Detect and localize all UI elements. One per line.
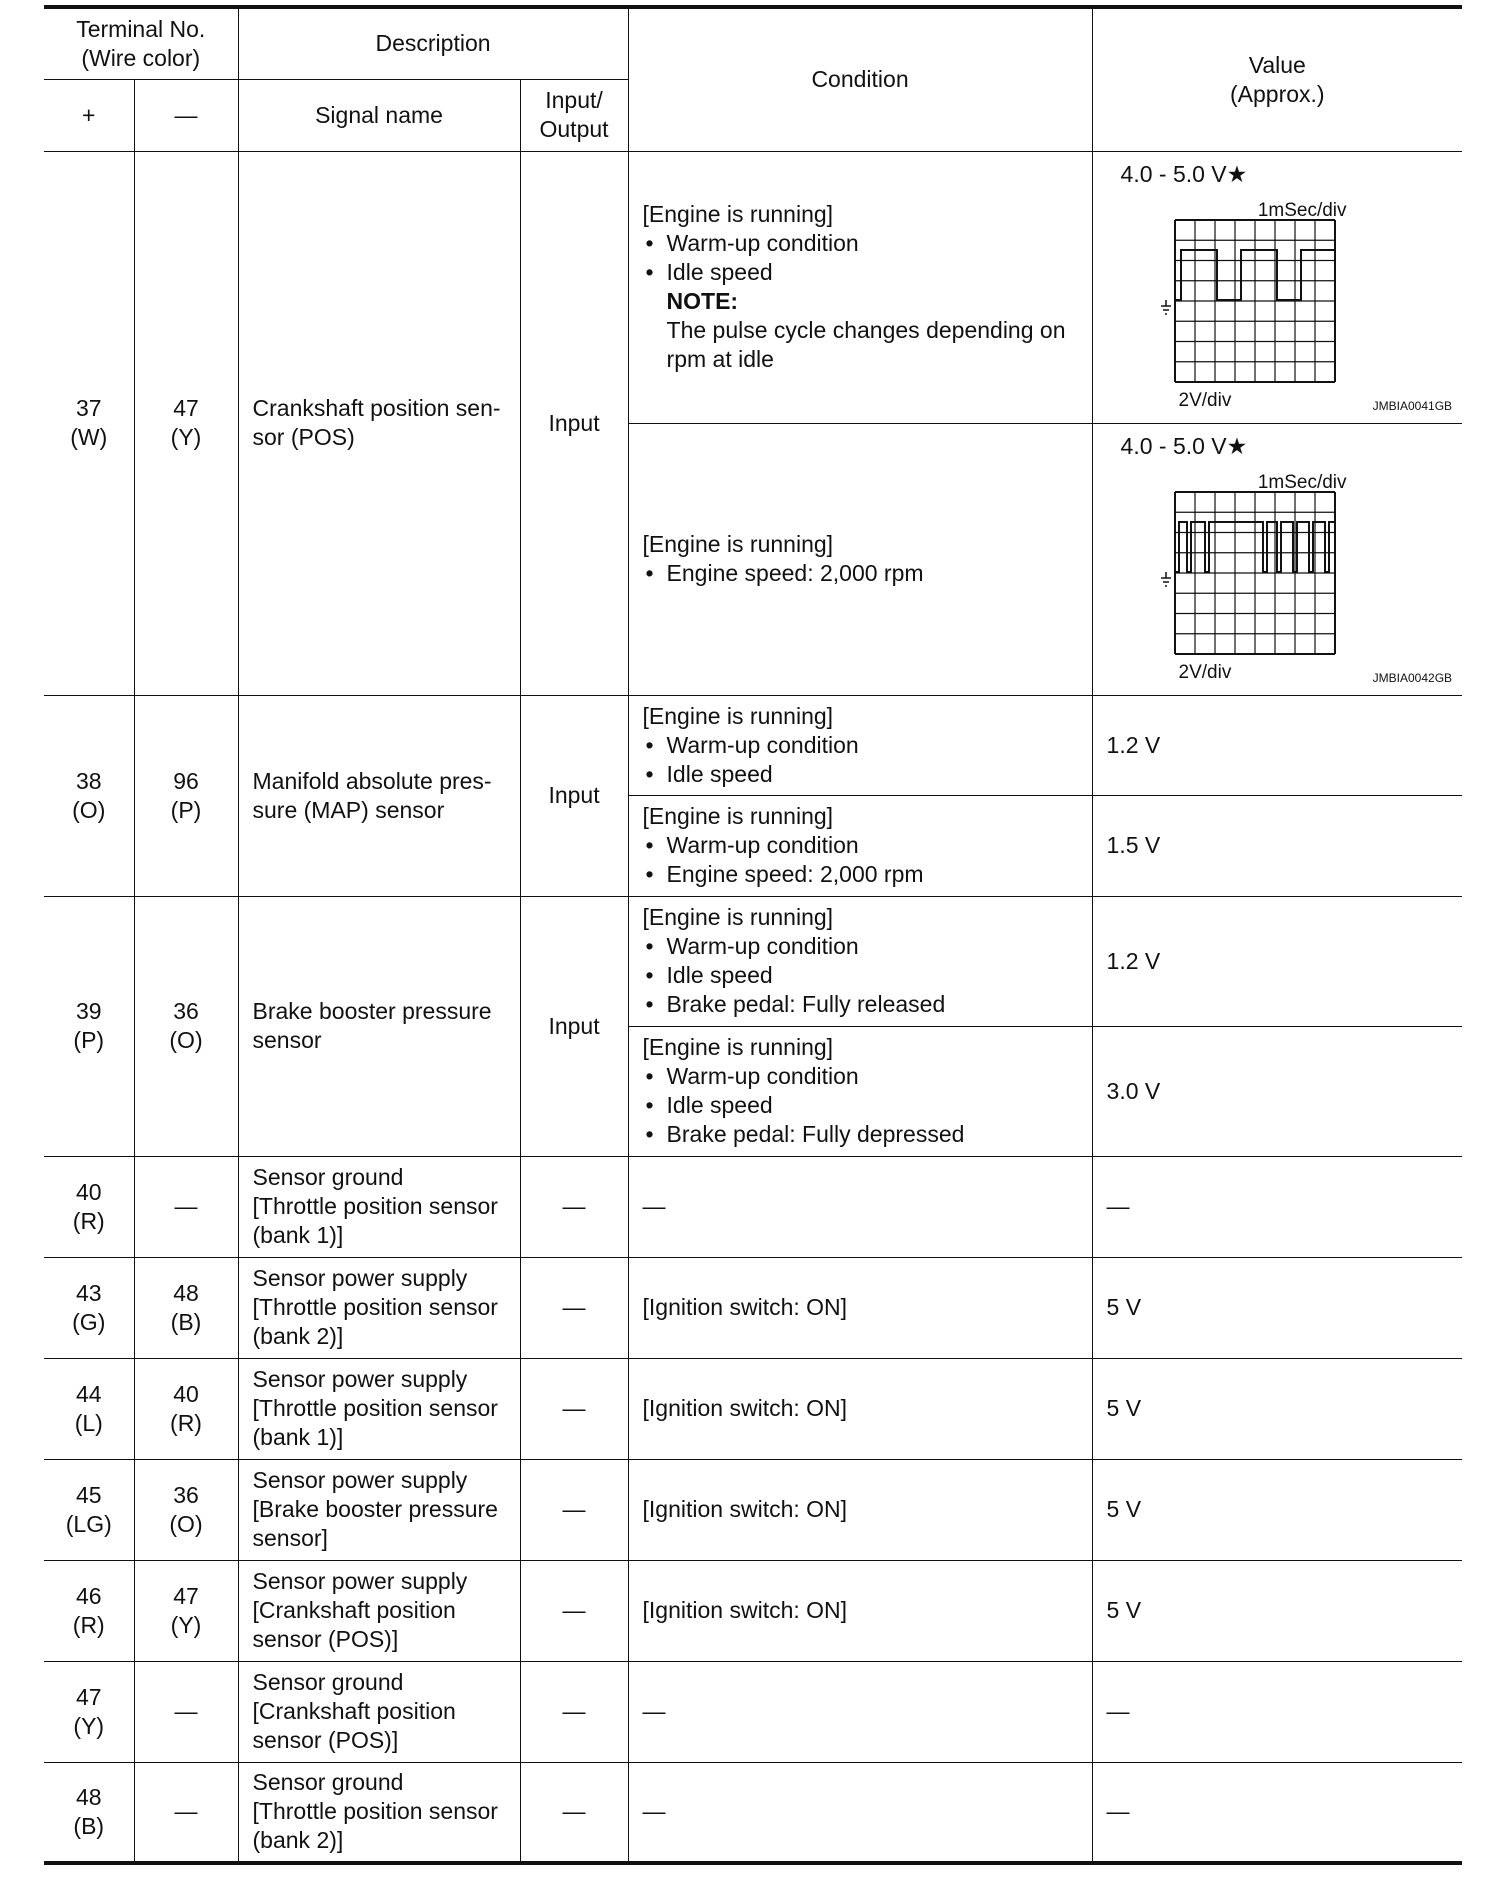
condition-cell: [Ignition switch: ON] — [628, 1560, 1092, 1661]
header-row-1 — [44, 7, 1462, 79]
volt-division-label: 2V/div — [1178, 389, 1232, 411]
terminal-minus: — — [134, 1661, 238, 1762]
condition-title: [Engine is running] — [642, 531, 834, 557]
condition-item: • Brake pedal: Fully released — [643, 990, 1092, 1019]
ground-symbol-icon — [1161, 300, 1171, 314]
table-row — [44, 695, 1462, 795]
signal-name: Sensor power supply [Throttle position sensor (bank 1)] — [238, 1358, 520, 1459]
condition-title: [Engine is running] — [642, 904, 834, 930]
condition-cell — [628, 695, 1092, 795]
header-signal-name: Signal name — [238, 79, 520, 151]
condition-cell: [Ignition switch: ON] — [628, 1257, 1092, 1358]
condition-title: [Engine is running] — [642, 803, 834, 829]
condition-cell — [628, 896, 1092, 1026]
input-output: — — [520, 1560, 628, 1661]
figure-code: JMBIA0041GB — [1372, 398, 1453, 413]
value-text: 1.2 V — [1106, 731, 1161, 758]
signal-name: Sensor ground [Crankshaft position sensor (POS)] — [238, 1661, 520, 1762]
value-cell: 5 V — [1092, 1358, 1462, 1459]
terminal-minus: 47 (Y) — [134, 1560, 238, 1661]
terminal-plus: 48 (B) — [44, 1762, 134, 1863]
time-division-label: 1mSec/div — [1257, 471, 1347, 493]
note-heading: NOTE: — [666, 288, 739, 314]
input-output: — — [520, 1358, 628, 1459]
condition-list — [643, 559, 1092, 588]
signal-name: Sensor power supply [Crankshaft position sensor (POS)] — [238, 1560, 520, 1661]
value-cell — [1092, 695, 1462, 795]
condition-item: • Engine speed: 2,000 rpm — [643, 559, 1092, 588]
value-cell — [1092, 423, 1462, 695]
input-output: Input — [520, 896, 628, 1156]
condition-list — [643, 831, 1092, 889]
terminal-minus: 48 (B) — [134, 1257, 238, 1358]
terminal-plus: 47 (Y) — [44, 1661, 134, 1762]
input-output: — — [520, 1762, 628, 1863]
signal-name: Manifold absolute pres- sure (MAP) sensor — [238, 695, 520, 896]
condition-item: • Warm-up condition — [643, 932, 1092, 961]
condition-item: • Warm-up condition — [643, 731, 1092, 760]
value-cell — [1092, 151, 1462, 423]
condition-item: • Warm-up condition — [643, 229, 1092, 258]
scope-grid — [1175, 220, 1335, 382]
note-text: The pulse cycle changes depending on rpm at idle — [666, 317, 1066, 372]
condition-cell: — — [628, 1661, 1092, 1762]
figure-code: JMBIA0042GB — [1372, 670, 1453, 685]
header-minus: — — [134, 79, 238, 151]
terminal-plus: 40 (R) — [44, 1156, 134, 1257]
terminal-minus: — — [134, 1762, 238, 1863]
header-description: Description — [238, 7, 628, 79]
oscilloscope-waveform — [1155, 490, 1345, 660]
condition-list — [643, 1062, 1092, 1149]
terminal-plus: 44 (L) — [44, 1358, 134, 1459]
time-division-label: 1mSec/div — [1257, 199, 1347, 221]
input-output: — — [520, 1661, 628, 1762]
table-row — [44, 151, 1462, 423]
signal-name: Brake booster pressure sensor — [238, 896, 520, 1156]
header-plus: + — [44, 79, 134, 151]
table-row — [44, 1257, 1462, 1358]
condition-item: • Idle speed — [643, 258, 1092, 287]
condition-title: [Engine is running] — [642, 702, 834, 729]
header-value: Value (Approx.) — [1092, 7, 1462, 151]
input-output: Input — [520, 695, 628, 896]
condition-cell: — — [628, 1156, 1092, 1257]
signal-name: Sensor ground [Throttle position sensor (bank 2)] — [238, 1762, 520, 1863]
signal-name: Sensor power supply [Throttle position sensor (bank 2)] — [238, 1257, 520, 1358]
value-cell: — — [1092, 1661, 1462, 1762]
terminal-plus: 37 (W) — [44, 151, 134, 695]
table-row — [44, 1459, 1462, 1560]
oscilloscope-figure — [1107, 152, 1463, 416]
condition-cell: — — [628, 1762, 1092, 1863]
terminal-spec-table — [44, 5, 1462, 1865]
terminal-spec-page — [44, 5, 1462, 1865]
condition-cell — [628, 151, 1092, 423]
terminal-plus: 38 (O) — [44, 695, 134, 896]
condition-item: • Brake pedal: Fully depressed — [643, 1120, 1092, 1149]
header-condition: Condition — [628, 7, 1092, 151]
condition-title: [Engine is running] — [642, 1034, 834, 1060]
condition-item: • Idle speed — [643, 1091, 1092, 1120]
condition-cell — [628, 795, 1092, 896]
condition-list — [643, 731, 1092, 789]
header-terminal-no: Terminal No. (Wire color) — [44, 7, 238, 79]
condition-item: • Idle speed — [643, 760, 1092, 789]
ground-symbol-icon — [1161, 572, 1171, 586]
value-text: 3.0 V — [1106, 1077, 1161, 1104]
terminal-minus: 40 (R) — [134, 1358, 238, 1459]
condition-list — [643, 229, 1092, 287]
terminal-minus: 96 (P) — [134, 695, 238, 896]
table-row — [44, 1560, 1462, 1661]
oscilloscope-figure — [1107, 424, 1463, 688]
signal-name: Sensor ground [Throttle position sensor (bank 1)] — [238, 1156, 520, 1257]
volt-division-label: 2V/div — [1178, 661, 1232, 683]
value-cell: — — [1092, 1156, 1462, 1257]
condition-cell — [628, 423, 1092, 695]
condition-title: [Engine is running] — [642, 201, 834, 227]
input-output: — — [520, 1459, 628, 1560]
value-text: 1.2 V — [1106, 947, 1161, 974]
value-text: 4.0 - 5.0 V★ — [1120, 432, 1248, 459]
value-cell — [1092, 795, 1462, 896]
header-input-output: Input/ Output — [520, 79, 628, 151]
terminal-plus: 43 (G) — [44, 1257, 134, 1358]
condition-item: • Warm-up condition — [643, 831, 1092, 860]
value-text: 1.5 V — [1106, 832, 1161, 858]
table-row — [44, 1762, 1462, 1863]
value-cell: 5 V — [1092, 1560, 1462, 1661]
terminal-minus: — — [134, 1156, 238, 1257]
input-output: — — [520, 1156, 628, 1257]
table-row — [44, 1661, 1462, 1762]
value-cell — [1092, 896, 1462, 1026]
table-row — [44, 896, 1462, 1026]
table-row — [44, 1156, 1462, 1257]
terminal-minus: 36 (O) — [134, 1459, 238, 1560]
terminal-minus: 47 (Y) — [134, 151, 238, 695]
condition-item: • Warm-up condition — [643, 1062, 1092, 1091]
condition-item: • Engine speed: 2,000 rpm — [643, 860, 1092, 889]
value-cell — [1092, 1026, 1462, 1156]
terminal-minus: 36 (O) — [134, 896, 238, 1156]
input-output: Input — [520, 151, 628, 695]
value-text: 4.0 - 5.0 V★ — [1120, 160, 1248, 187]
value-cell: — — [1092, 1762, 1462, 1863]
signal-name: Sensor power supply [Brake booster pressure sensor] — [238, 1459, 520, 1560]
terminal-plus: 39 (P) — [44, 896, 134, 1156]
signal-name: Crankshaft position sen- sor (POS) — [238, 151, 520, 695]
condition-cell: [Ignition switch: ON] — [628, 1459, 1092, 1560]
table-row — [44, 1358, 1462, 1459]
value-cell: 5 V — [1092, 1257, 1462, 1358]
value-cell: 5 V — [1092, 1459, 1462, 1560]
condition-cell — [628, 1026, 1092, 1156]
condition-item: • Idle speed — [643, 961, 1092, 990]
terminal-plus: 45 (LG) — [44, 1459, 134, 1560]
condition-list — [643, 932, 1092, 1019]
terminal-plus: 46 (R) — [44, 1560, 134, 1661]
oscilloscope-waveform — [1155, 218, 1345, 388]
input-output: — — [520, 1257, 628, 1358]
condition-cell: [Ignition switch: ON] — [628, 1358, 1092, 1459]
